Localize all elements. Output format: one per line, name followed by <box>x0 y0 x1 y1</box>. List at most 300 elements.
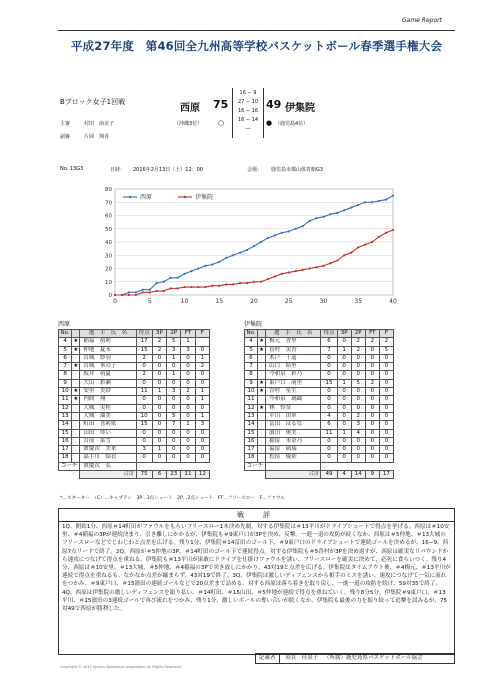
data-point <box>142 289 144 291</box>
data-point <box>371 241 373 243</box>
table-cell: 15 <box>321 379 337 387</box>
table-cell: 大城 実桂 <box>80 404 136 412</box>
table-cell: 0 <box>337 338 351 346</box>
table-cell <box>258 454 266 462</box>
table-cell: 0 <box>136 454 152 462</box>
table-cell: 1 <box>152 446 166 454</box>
table-cell: 0 <box>195 454 209 462</box>
data-point <box>211 285 213 287</box>
table-cell: ★ <box>259 404 265 411</box>
table-cell: 0 <box>167 454 181 462</box>
table-cell: 0 <box>167 363 181 371</box>
table-cell: 2 <box>136 354 152 362</box>
data-point <box>183 273 185 275</box>
table-row <box>245 388 394 396</box>
x-tick-label: 40 <box>389 298 397 305</box>
table-cell: 0 <box>152 363 166 371</box>
table-row <box>245 346 394 354</box>
y-tick-label: 80 <box>105 187 112 193</box>
table-cell: 林 怜奈 <box>266 404 321 412</box>
table-cell: 0 <box>365 454 379 462</box>
table-row <box>59 338 210 346</box>
table-cell: 4 <box>321 412 337 420</box>
table-cell: 16 <box>245 437 258 445</box>
table-cell: 0 <box>152 396 166 404</box>
table-row <box>245 421 394 429</box>
date-label: 日時： <box>110 167 126 173</box>
table-cell: ★ <box>73 363 79 370</box>
table-cell: 0 <box>195 371 209 379</box>
table-cell <box>72 379 80 387</box>
table-cell: 1 <box>152 388 166 396</box>
data-point <box>343 209 345 211</box>
data-point <box>197 267 199 269</box>
table-cell: 1 <box>195 354 209 362</box>
data-point <box>204 286 206 288</box>
review-body: 1Q、開始1分、西原＃14町田がファウルをもらいフリースロー1本決め先制。対する伊集院は＃13平川がドライブシュートで得点を挙げる。西原は＃10安里、＃4稲福の3Pが連続決まり、引き離しにかかるが、伊集院も＃9東戸口が3Pを決め、反撃。一進一退の攻防が続くなか、西原は＃5仲地、＃13大城のフリースローなどでじわじわと点差を広げる。残り1分、伊集院＃14冨田のゴール下、＃9東戸口のドライブシュートで連続ゴールを決めるが、16−9、西原7点リードで終了。2Q、西原が＃5仲地の3P、＃14町田のゴール下で連続得点。対する伊集院も＃5菖村が3Pを決め返すが、西原は確実なリバウンドから速攻につなげて得点を重ねる。伊集院も＃13平川が果敢にドライブを仕掛けファウルを誘い、フリースローを確実に決めて、必死に食らいつく。残り4分、西原は＃10安里、＃13大城、＃5仲地、＃4稲福の3Pで突き放しにかかり、43対19と点差を広げる。伊集院はタイムアウト後、＃4梅元、＃13平川が連続で得点を重ねるも、なかなか点差が縮まらず、43対19で終了。3Q、伊集院は激しいディフェンスから相手のミスを誘い、速攻につなげて一気に流れをつかみ、＃9東戸口、＃15濱田の連続ゴールなどで20点差まで詰める。対する西原は落ち着きを取り戻し、一進一退の攻防を続け、59対35で終了。4Q、西原は伊集院の激しいディフェンスを振り払い、＃14町田、＃15山田、＃5仲地が連続で得点を重ねていく。残り8分5分、伊集院＃9東戸口、＃13平川、＃15濱田の3連続ゴールで再び流れをつかみ、残り1分、激しいボールの奪い合いが続くなか、伊集院も最後の力を振り絞って追撃を試みるが、75対49で西原が勝利した。 <box>62 524 451 613</box>
data-point <box>142 291 144 293</box>
table-cell: 0 <box>321 371 337 379</box>
table-cell: 0 <box>337 371 351 379</box>
quarter-overtime: ― <box>245 126 251 132</box>
table-cell <box>72 454 80 462</box>
game-date: 2016年2月13日（土）12：00 <box>133 167 203 173</box>
y-tick-label: 30 <box>105 253 112 260</box>
data-point <box>281 232 283 234</box>
table-cell: 1 <box>337 429 351 437</box>
data-point <box>246 282 248 284</box>
table-cell: 1 <box>195 388 209 396</box>
table-cell: 18 <box>59 454 72 462</box>
table-cell: 0 <box>181 412 195 420</box>
table-cell: ★ <box>259 388 265 395</box>
legend-marker <box>184 196 186 198</box>
table-cell: 2 <box>195 363 209 371</box>
table-cell: 0 <box>365 437 379 445</box>
away-seed: （鹿児島4位） <box>275 121 309 127</box>
table-cell: 平川 由華 <box>266 412 321 420</box>
table-row <box>245 371 394 379</box>
total-cell: 9 <box>365 471 379 479</box>
table-cell: 0 <box>195 437 209 445</box>
table-cell <box>258 354 266 362</box>
table-cell: 1 <box>195 396 209 404</box>
table-cell: 冨田 はるな <box>266 421 321 429</box>
table-cell: 渡慶次 美来 <box>80 446 136 454</box>
table-cell: 7 <box>167 421 181 429</box>
referee-main-label: 主審 <box>60 121 71 127</box>
data-point <box>343 254 345 256</box>
home-stats-header <box>59 330 210 338</box>
table-cell: 0 <box>152 404 166 412</box>
table-cell: 0 <box>379 371 393 379</box>
table-cell: ★ <box>73 388 79 395</box>
table-cell <box>258 429 266 437</box>
round-label: Bブロック女子1回戦 <box>60 98 126 106</box>
table-cell: 0 <box>351 437 365 445</box>
data-point <box>350 206 352 208</box>
table-cell: 15 <box>245 429 258 437</box>
y-tick-label: 40 <box>105 240 112 246</box>
away-result-mark: ● <box>266 119 273 127</box>
data-point <box>246 249 248 251</box>
table-cell: 内間 翔 <box>80 396 136 404</box>
table-cell: 0 <box>321 446 337 454</box>
table-cell: 稲福 萌莉 <box>80 338 136 346</box>
table-cell: 0 <box>379 354 393 362</box>
table-cell: 3 <box>167 388 181 396</box>
table-row <box>245 446 394 454</box>
table-cell: 6 <box>245 354 258 362</box>
table-row <box>245 404 394 412</box>
quarter-1: 16 − 9 <box>239 90 257 96</box>
x-tick-label: 0 <box>113 298 117 305</box>
table-cell <box>72 404 80 412</box>
home-stats-table <box>58 329 210 479</box>
table-cell: ★ <box>259 379 265 386</box>
table-cell <box>258 371 266 379</box>
table-cell: 11 <box>245 396 258 404</box>
table-cell: 0 <box>181 429 195 437</box>
table-cell: 0 <box>181 404 195 412</box>
data-point <box>232 254 234 256</box>
data-point <box>267 278 269 280</box>
table-cell: 6 <box>321 338 337 346</box>
data-point <box>163 290 165 292</box>
coach-row <box>59 462 210 470</box>
table-cell: 0 <box>195 446 209 454</box>
data-point <box>163 281 165 283</box>
table-cell: 0 <box>351 404 365 412</box>
table-cell <box>72 421 80 429</box>
table-cell: 0 <box>379 429 393 437</box>
x-tick-label: 10 <box>180 298 189 305</box>
data-point <box>302 269 304 271</box>
table-cell: 0 <box>351 388 365 396</box>
report-type-label: Game Report <box>402 17 442 24</box>
table-cell: 8 <box>245 371 258 379</box>
table-cell: 福留 璃瑞 <box>266 446 321 454</box>
data-point <box>309 220 311 222</box>
table-cell: 0 <box>181 371 195 379</box>
table-cell: 3 <box>195 421 209 429</box>
data-point <box>176 287 178 289</box>
table-cell: 0 <box>136 396 152 404</box>
data-point <box>232 283 234 285</box>
table-cell: 0 <box>337 421 351 429</box>
table-cell: 1 <box>337 346 351 354</box>
table-cell: 0 <box>379 404 393 412</box>
away-team-heading: 伊集院 <box>244 321 263 328</box>
table-cell: 2 <box>365 338 379 346</box>
table-cell: 0 <box>337 363 351 371</box>
data-point <box>322 265 324 267</box>
table-cell: 0 <box>337 437 351 445</box>
table-row <box>245 354 394 362</box>
table-cell: ★ <box>73 338 79 345</box>
table-cell: 0 <box>365 404 379 412</box>
table-row <box>245 379 394 387</box>
table-cell: 0 <box>365 446 379 454</box>
table-cell <box>258 446 266 454</box>
table-cell: 0 <box>195 379 209 387</box>
table-cell: 2 <box>379 338 393 346</box>
game-number: No. 13G3 <box>60 166 84 172</box>
data-point <box>197 286 199 288</box>
data-point <box>225 257 227 259</box>
data-point <box>385 232 387 234</box>
table-cell: 0 <box>379 396 393 404</box>
data-point <box>281 273 283 275</box>
table-cell: 6 <box>321 421 337 429</box>
table-cell: ★ <box>259 346 265 353</box>
data-point <box>218 261 220 263</box>
table-cell: 0 <box>365 354 379 362</box>
data-point <box>364 244 366 246</box>
data-point <box>357 204 359 206</box>
y-tick-label: 50 <box>105 226 112 233</box>
table-cell: 0 <box>167 396 181 404</box>
home-header-cell: 得点 <box>136 330 152 338</box>
table-cell <box>258 412 266 420</box>
recorder-label: 記載者 <box>256 654 280 663</box>
table-cell: 5 <box>351 379 365 387</box>
table-cell: 2 <box>351 338 365 346</box>
table-cell: 0 <box>379 379 393 387</box>
total-cell: 75 <box>136 471 152 479</box>
table-cell: 0 <box>167 429 181 437</box>
data-point <box>260 241 262 243</box>
data-point <box>378 200 380 202</box>
table-cell: 3 <box>167 346 181 354</box>
table-cell: 0 <box>379 454 393 462</box>
table-cell <box>72 429 80 437</box>
home-header-cell: No. <box>59 330 72 338</box>
table-cell: 0 <box>152 437 166 445</box>
home-team-heading: 西原 <box>58 321 71 328</box>
table-cell: 14 <box>245 421 258 429</box>
data-point <box>253 245 255 247</box>
data-point <box>315 217 317 219</box>
home-header-cell: 選 手 氏 名 <box>80 330 136 338</box>
table-cell: 10 <box>245 388 258 396</box>
table-cell: 0 <box>379 421 393 429</box>
table-row <box>59 404 210 412</box>
table-row <box>245 412 394 420</box>
data-point <box>253 281 255 283</box>
table-cell: 0 <box>321 396 337 404</box>
table-cell: 5 <box>167 412 181 420</box>
table-cell: 0 <box>365 412 379 420</box>
x-tick-label: 30 <box>319 298 328 305</box>
table-row <box>59 396 210 404</box>
table-cell: 0 <box>321 354 337 362</box>
data-point <box>302 225 304 227</box>
copyright: Copyright © 2017 Kyushu Basketball Association All Rights Reserved. <box>60 665 182 669</box>
x-tick-label: 15 <box>215 298 224 305</box>
table-row <box>245 363 394 371</box>
table-cell: 16 <box>59 437 72 445</box>
data-point <box>336 259 338 261</box>
table-cell: 2 <box>152 338 166 346</box>
table-cell: 11 <box>136 388 152 396</box>
table-cell: 0 <box>181 363 195 371</box>
referee-sub: 片岡 翔香 <box>84 134 110 140</box>
total-cell: 12 <box>195 471 209 479</box>
table-cell: 15 <box>59 429 72 437</box>
data-point <box>329 213 331 215</box>
data-point <box>218 285 220 287</box>
data-point <box>350 252 352 254</box>
table-cell: 0 <box>321 404 337 412</box>
table-cell: 0 <box>351 396 365 404</box>
table-cell: 0 <box>152 421 166 429</box>
total-cell: 17 <box>379 471 393 479</box>
home-header-cell: 2P <box>167 330 181 338</box>
table-cell: 0 <box>181 454 195 462</box>
total-row <box>59 471 210 479</box>
stats-legend: *…スターター （C）…キャプテン 3P…3点シュート 2P…2点シュート FT…フリースロー F…ファウル <box>60 496 285 501</box>
y-tick-label: 10 <box>105 279 112 286</box>
table-cell: 5 <box>167 338 181 346</box>
table-cell <box>72 437 80 445</box>
table-cell: 1 <box>167 354 181 362</box>
table-cell: 0 <box>181 396 195 404</box>
data-point <box>128 291 130 293</box>
data-point <box>288 230 290 232</box>
data-point <box>392 229 394 231</box>
quarter-2: 27 − 10 <box>237 99 259 105</box>
table-row <box>245 396 394 404</box>
total-cell: 11 <box>181 471 195 479</box>
data-point <box>309 267 311 269</box>
table-cell: 17 <box>245 446 258 454</box>
data-point <box>170 287 172 289</box>
table-cell: 1 <box>195 412 209 420</box>
signature-box <box>255 653 455 664</box>
home-result-mark: ○ <box>218 119 225 127</box>
table-cell: 今和泉 彩乃 <box>266 371 321 379</box>
table-cell: 山田 ゆい <box>80 429 136 437</box>
table-cell: 1 <box>181 421 195 429</box>
coach-name <box>266 462 321 470</box>
y-tick-label: 20 <box>105 266 112 273</box>
table-cell <box>72 354 80 362</box>
table-cell: 3 <box>351 421 365 429</box>
away-header-cell: 得点 <box>321 330 337 338</box>
venue-label: 会場： <box>247 167 263 173</box>
table-cell: 0 <box>195 346 209 354</box>
table-cell: 6 <box>59 354 72 362</box>
total-cell: 4 <box>337 471 351 479</box>
table-cell: 山口 結里 <box>266 363 321 371</box>
quarter-4: 16 − 14 <box>237 117 259 123</box>
table-cell: 2 <box>181 388 195 396</box>
table-cell: 0 <box>152 412 166 420</box>
table-row <box>245 338 394 346</box>
table-cell: 0 <box>167 446 181 454</box>
table-cell: 9 <box>245 379 258 387</box>
page-title: 平成27年度 第46回全九州高等学校バスケットボール春季選手権大会 <box>70 39 443 53</box>
table-cell: 1 <box>337 379 351 387</box>
table-cell: ★ <box>73 346 79 353</box>
table-row <box>59 454 210 462</box>
away-header-cell: 選 手 氏 名 <box>266 330 321 338</box>
score-progression-chart <box>60 180 400 305</box>
data-point <box>239 282 241 284</box>
home-team-name: 西原 <box>180 103 200 114</box>
table-cell: 3 <box>136 446 152 454</box>
table-cell: 1 <box>167 371 181 379</box>
table-cell: 梅元 香里 <box>266 338 321 346</box>
table-cell: ★ <box>73 396 79 403</box>
table-cell: 町田 喜莉依 <box>80 421 136 429</box>
table-row <box>245 429 394 437</box>
x-tick-label: 35 <box>354 298 363 305</box>
table-cell: 0 <box>152 379 166 387</box>
table-row <box>59 379 210 387</box>
x-tick-label: 25 <box>284 298 293 305</box>
total-label: 合計 <box>80 471 136 479</box>
table-cell: 0 <box>379 437 393 445</box>
table-row <box>59 388 210 396</box>
table-cell: 坂井 萌夏 <box>80 371 136 379</box>
table-cell: 13 <box>59 412 72 420</box>
table-cell: 0 <box>152 371 166 379</box>
table-cell: 0 <box>195 429 209 437</box>
table-cell: 5 <box>245 346 258 354</box>
home-header-cell: 3P <box>152 330 166 338</box>
home-header-cell: F <box>195 330 209 338</box>
table-cell: 稲留 未奈乃 <box>266 437 321 445</box>
data-point <box>392 195 394 197</box>
table-cell: 0 <box>136 437 152 445</box>
table-row <box>245 454 394 462</box>
table-cell <box>258 363 266 371</box>
away-header-cell: FT <box>365 330 379 338</box>
table-cell: 5 <box>379 346 393 354</box>
total-row <box>245 471 394 479</box>
table-row <box>59 363 210 371</box>
referee-sub-label: 副審 <box>60 134 71 140</box>
total-label: 合計 <box>266 471 321 479</box>
table-cell: 8 <box>59 371 72 379</box>
table-cell: 0 <box>379 388 393 396</box>
review-heading: 戦 評 <box>59 509 454 522</box>
table-cell: 0 <box>152 454 166 462</box>
away-header-cell: F <box>379 330 393 338</box>
total-cell: 6 <box>152 471 166 479</box>
table-cell: 0 <box>365 388 379 396</box>
data-point <box>170 277 172 279</box>
data-point <box>239 252 241 254</box>
table-cell: 0 <box>152 429 166 437</box>
data-point <box>225 283 227 285</box>
table-cell: 2 <box>351 412 365 420</box>
data-point <box>149 289 151 291</box>
table-row <box>59 346 210 354</box>
table-cell: 0 <box>321 363 337 371</box>
table-row <box>59 412 210 420</box>
table-cell: 0 <box>321 388 337 396</box>
away-team-name: 伊集院 <box>285 103 315 114</box>
data-point <box>378 236 380 238</box>
table-cell: 18 <box>245 454 258 462</box>
table-cell: 0 <box>365 429 379 437</box>
table-cell: 10 <box>59 388 72 396</box>
data-point <box>357 246 359 248</box>
referee-main: 村田 南美子 <box>84 121 115 127</box>
